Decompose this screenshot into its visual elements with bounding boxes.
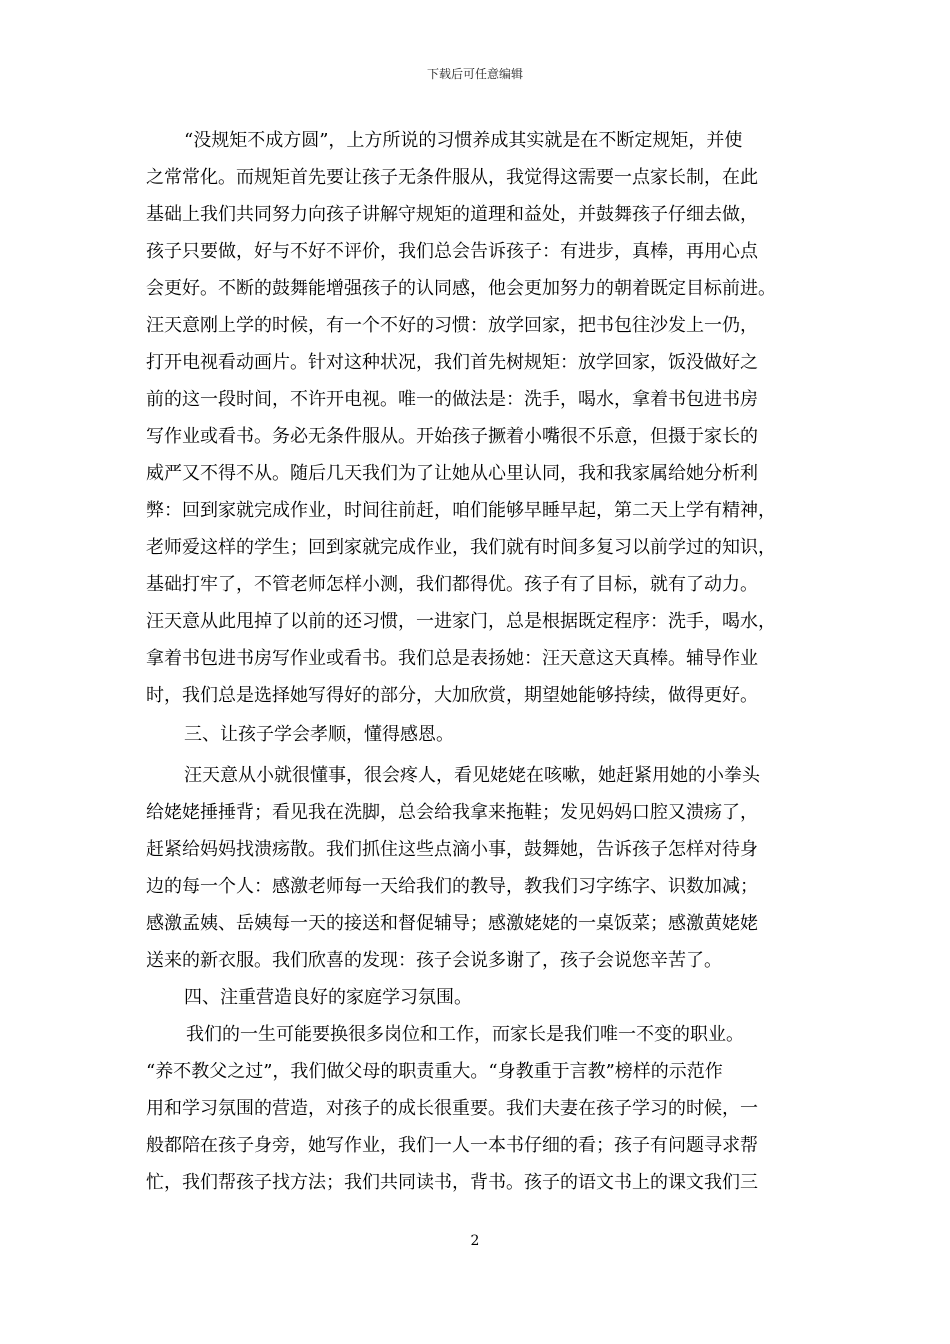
text-line: 威严又不得不从。随后几天我们为了让她从心里认同，我和我家属给她分析利 (146, 463, 758, 484)
text-line: 汪天意刚上学的时候，有一个不好的习惯：放学回家，把书包往沙发上一仍， (146, 315, 758, 336)
text-line: 汪天意从小就很懂事，很会疼人，看见姥姥在咳嗽，她赶紧用她的小拳头 (184, 765, 760, 786)
text-line: 我们的一生可能要换很多岗位和工作，而家长是我们唯一不变的职业。 (186, 1024, 744, 1045)
section-heading: 三、让孩子学会孝顺，懂得感恩。 (184, 724, 454, 745)
text-line: 之常常化。而规矩首先要让孩子无条件服从，我觉得这需要一点家长制，在此 (146, 167, 758, 188)
text-line: 时，我们总是选择她写得好的部分，大加欣赏，期望她能够持续，做得更好。 (146, 685, 758, 706)
page-number: 2 (470, 1233, 480, 1249)
text-line: 用和学习氛围的营造，对孩子的成长很重要。我们夫妻在孩子学习的时候，一 (146, 1098, 758, 1119)
text-line: 基础上我们共同努力向孩子讲解守规矩的道理和益处，并鼓舞孩子仔细去做， (146, 204, 758, 225)
text-line: 拿着书包进书房写作业或看书。我们总是表扬她：汪天意这天真棒。辅导作业 (146, 648, 758, 669)
text-line: 边的每一个人：感激老师每一天给我们的教导，教我们习字练字、识数加减； (146, 876, 758, 897)
text-line: 忙，我们帮孩子找方法；我们共同读书，背书。孩子的语文书上的课文我们三 (146, 1172, 758, 1193)
text-line: “养不教父之过”，我们做父母的职责重大。“身教重于言教”榜样的示范作 (146, 1061, 723, 1082)
page-header: 下载后可任意编辑 (426, 67, 523, 81)
text-line: 般都陪在孩子身旁，她写作业，我们一人一本书仔细的看；孩子有问题寻求帮 (146, 1135, 758, 1156)
text-line: 赶紧给妈妈找溃疡散。我们抓住这些点滴小事，鼓舞她，告诉孩子怎样对待身 (146, 839, 758, 860)
section-heading: 四、注重营造良好的家庭学习氛围。 (184, 987, 472, 1008)
text-line: 打开电视看动画片。针对这种状况，我们首先树规矩：放学回家，饭没做好之 (146, 352, 758, 373)
text-line: 汪天意从此甩掉了以前的还习惯，一进家门，总是根据既定程序：洗手，喝水， (146, 611, 776, 632)
text-line: 基础打牢了，不管老师怎样小测，我们都得优。孩子有了目标，就有了动力。 (146, 574, 758, 595)
text-line: 送来的新衣服。我们欣喜的发现：孩子会说多谢了，孩子会说您辛苦了。 (146, 950, 722, 971)
text-line: 感激孟姨、岳姨每一天的接送和督促辅导；感激姥姥的一桌饭菜；感激黄姥姥 (146, 913, 758, 934)
text-line: 写作业或看书。务必无条件服从。开始孩子撅着小嘴很不乐意，但摄于家长的 (146, 426, 758, 447)
text-line: 孩子只要做，好与不好不评价，我们总会告诉孩子：有进步，真棒，再用心点 (146, 241, 758, 262)
text-line: 弊：回到家就完成作业，时间往前赶，咱们能够早睡早起，第二天上学有精神， (146, 500, 776, 521)
text-line: 给姥姥捶捶背；看见我在洗脚，总会给我拿来拖鞋；发见妈妈口腔又溃疡了， (146, 802, 758, 823)
text-line: 老师爱这样的学生；回到家就完成作业，我们就有时间多复习以前学过的知识， (146, 537, 776, 558)
text-line: 会更好。不断的鼓舞能增强孩子的认同感，他会更加努力的朝着既定目标前进。 (146, 278, 776, 299)
text-line: 前的这一段时间，不许开电视。唯一的做法是：洗手，喝水，拿着书包进书房 (146, 389, 758, 410)
text-line: “没规矩不成方圆”，上方所说的习惯养成其实就是在不断定规矩，并使 (184, 130, 743, 151)
